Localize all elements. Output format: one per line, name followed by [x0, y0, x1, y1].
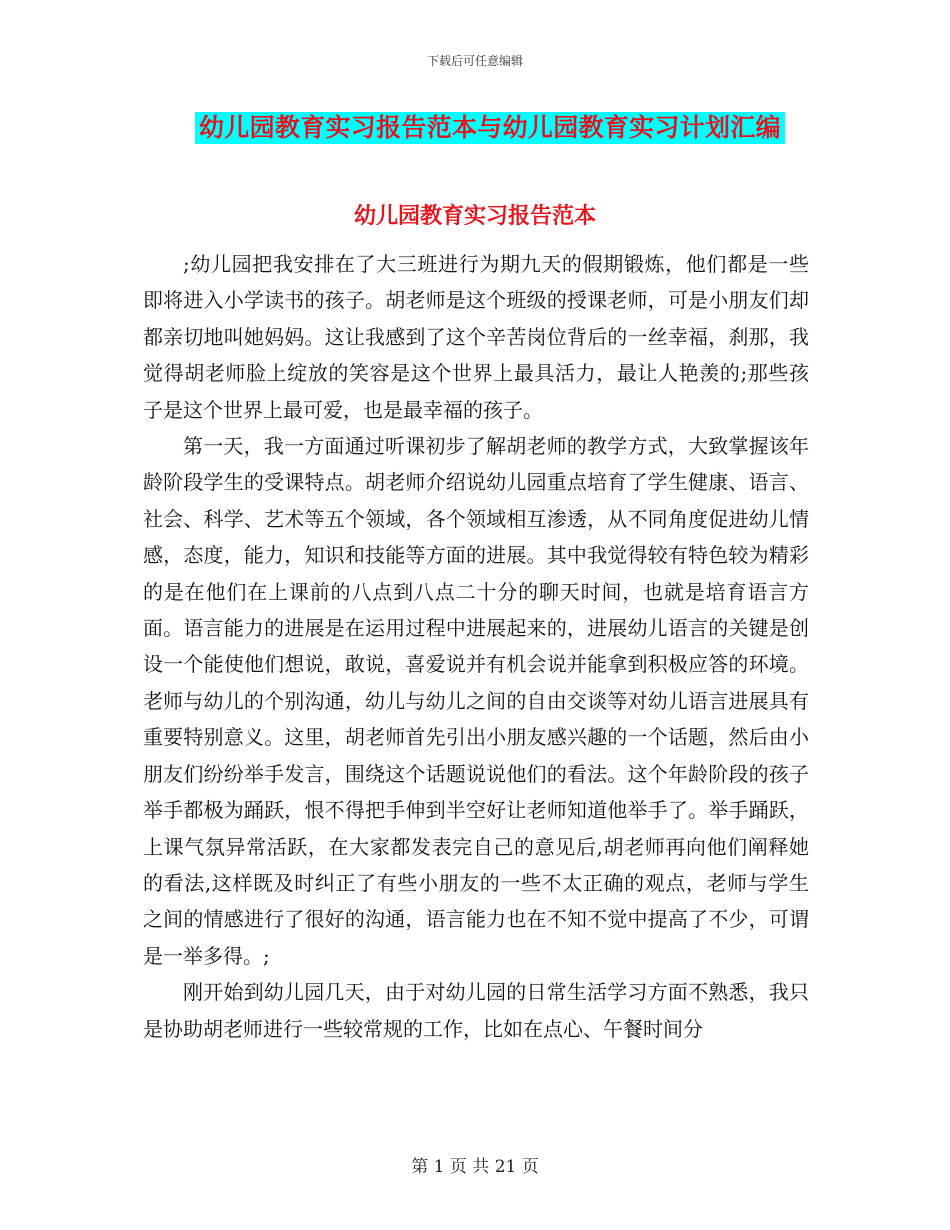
section-title: 幼儿园教育实习报告范本 [353, 204, 596, 229]
page-header-note: 下载后可任意编辑 [426, 54, 523, 68]
paragraph: 刚开始到幼儿园几天，由于对幼儿园的日常生活学习方面不熟悉，我只是协助胡老师进行一些较常规的工作，比如在点心、午餐时间分 [143, 980, 809, 1041]
document-title: 幼儿园教育实习报告范本与幼儿园教育实习计划汇编 [195, 112, 785, 144]
page-number: 第 1 页 共 21 页 [411, 1157, 539, 1177]
paragraph: ;幼儿园把我安排在了大三班进行为期九天的假期锻炼，他们都是一些即将进入小学读书的孩子。胡老师是这个班级的授课老师，可是小朋友们却都亲切地叫她妈妈。这让我感到了这个辛苦岗位背后的一丝幸福，刹那，我觉得胡老师脸上绽放的笑容是这个世界上最具活力，最让人艳羡的;那些孩子是这个世界上最可爱，也是最幸福的孩子。 [143, 252, 809, 422]
paragraph: 第一天，我一方面通过听课初步了解胡老师的教学方式，大致掌握该年龄阶段学生的受课特点。胡老师介绍说幼儿园重点培育了学生健康、语言、社会、科学、艺术等五个领域，各个领域相互渗透，从不同角度促进幼儿情感，态度，能力，知识和技能等方面的进展。其中我觉得较有特色较为精彩的是在他们在上课前的八点到八点二十分的聊天时间，也就是培育语言方面。语言能力的进展是在运用过程中进展起来的，进展幼儿语言的关键是创设一个能使他们想说，敢说，喜爱说并有机会说并能拿到积极应答的环境。老师与幼儿的个别沟通，幼儿与幼儿之间的自由交谈等对幼儿语言进展具有重要特别意义。这里，胡老师首先引出小朋友感兴趣的一个话题，然后由小朋友们纷纷举手发言，围绕这个话题说说他们的看法。这个年龄阶段的孩子举手都极为踊跃，恨不得把手伸到半空好让老师知道他举手了。举手踊跃，上课气氛异常活跃，在大家都发表完自己的意见后,胡老师再向他们阐释她的看法,这样既及时纠正了有些小朋友的一些不太正确的观点，老师与学生之间的情感进行了很好的沟通，语言能力也在不知不觉中提高了不少，可谓是一举多得。; [143, 434, 809, 968]
body-text [143, 246, 809, 1047]
